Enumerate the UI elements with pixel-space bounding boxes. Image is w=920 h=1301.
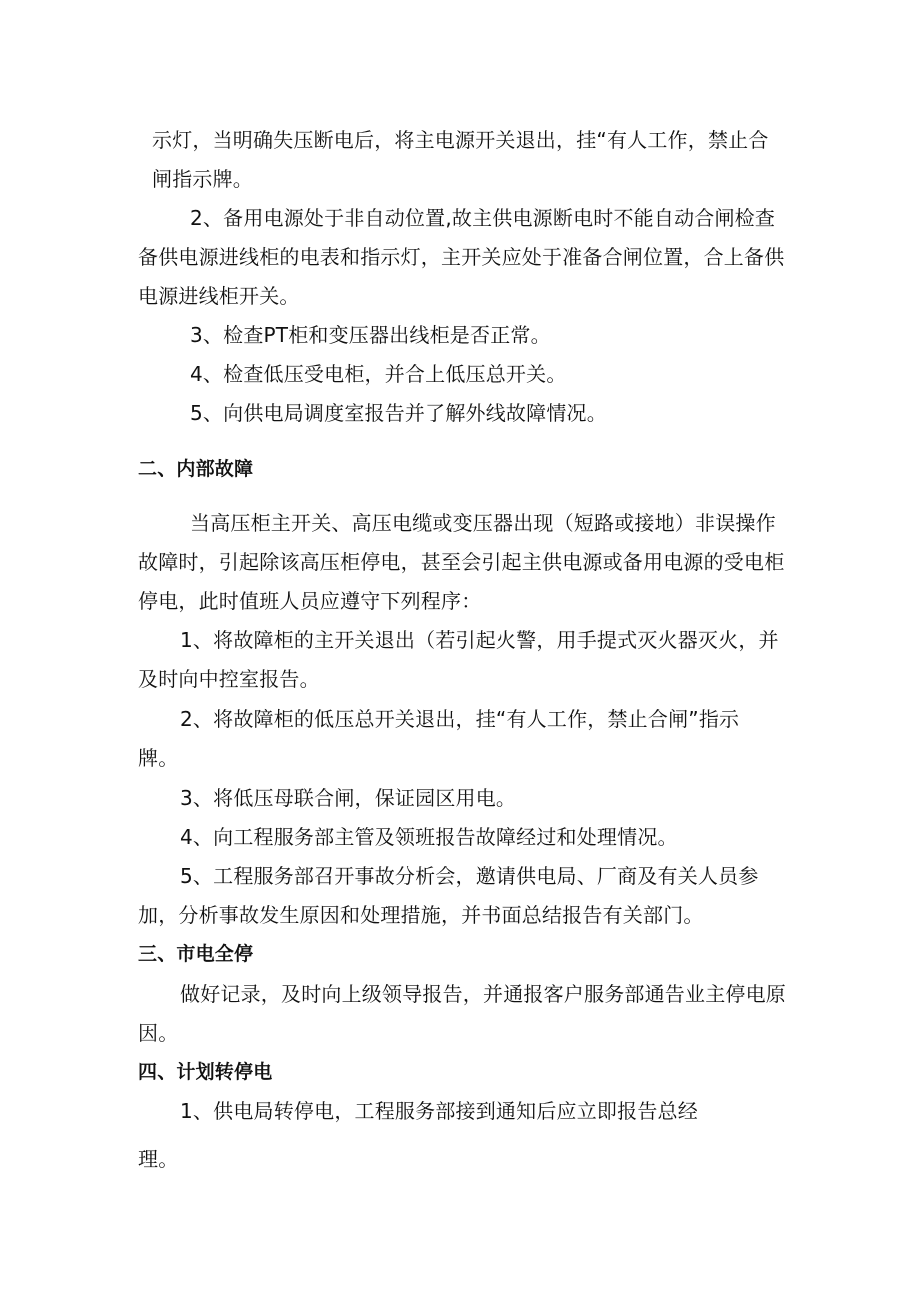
paragraph-line: 因。 <box>138 1021 179 1045</box>
paragraph-line: 停电，此时值班人员应遵守下列程序： <box>138 589 482 613</box>
list-item: 5、向供电局调度室报告并了解外线故障情况。 <box>190 401 607 425</box>
section-heading: 四、计划转停电 <box>138 1061 273 1083</box>
list-item: 3、检查PT柜和变压器出线柜是否正常。 <box>190 323 551 347</box>
paragraph-line: 做好记录，及时向上级领导报告，并通报客户服务部通告业主停电原 <box>180 982 786 1006</box>
list-item: 2、将故障柜的低压总开关退出，挂“有人工作，禁止合闸”指示 <box>180 707 740 731</box>
list-item: 5、工程服务部召开事故分析会，邀请供电局、厂商及有关人员参 <box>180 864 759 888</box>
text-line: 闸指示牌。 <box>152 167 253 191</box>
paragraph-line: 故障时，引起除该高压柜停电，甚至会引起主供电源或备用电源的受电柜 <box>138 550 785 574</box>
list-item: 4、检查低压受电柜，并合上低压总开关。 <box>190 362 567 386</box>
list-item: 1、供电局转停电，工程服务部接到通知后应立即报告总经 <box>180 1099 698 1123</box>
text-line: 加，分析事故发生原因和处理措施，并书面总结报告有关部门。 <box>138 903 704 927</box>
text-line: 电源进线柜开关。 <box>138 284 300 308</box>
text-line: 理。 <box>138 1147 179 1171</box>
text-line: 备供电源进线柜的电表和指示灯，主开关应处于准备合闸位置，合上备供 <box>138 245 785 269</box>
text-line: 牌。 <box>138 746 179 770</box>
section-heading: 三、市电全停 <box>138 943 254 965</box>
section-heading: 二、内部故障 <box>138 458 254 480</box>
list-item: 3、将低压母联合闸，保证园区用电。 <box>180 786 517 810</box>
text-line: 示灯，当明确失压断电后，将主电源开关退出，挂“有人工作，禁止合 <box>152 128 769 152</box>
text-line: 及时向中控室报告。 <box>138 667 320 691</box>
list-item: 2、备用电源处于非自动位置,故主供电源断电时不能自动合闸检查 <box>190 206 776 230</box>
list-item: 4、向工程服务部主管及领班报告故障经过和处理情况。 <box>180 825 678 849</box>
paragraph-line: 当高压柜主开关、高压电缆或变压器出现（短路或接地）非误操作 <box>190 511 776 535</box>
list-item: 1、将故障柜的主开关退出（若引起火警，用手提式灭火器灭火，并 <box>180 628 779 652</box>
